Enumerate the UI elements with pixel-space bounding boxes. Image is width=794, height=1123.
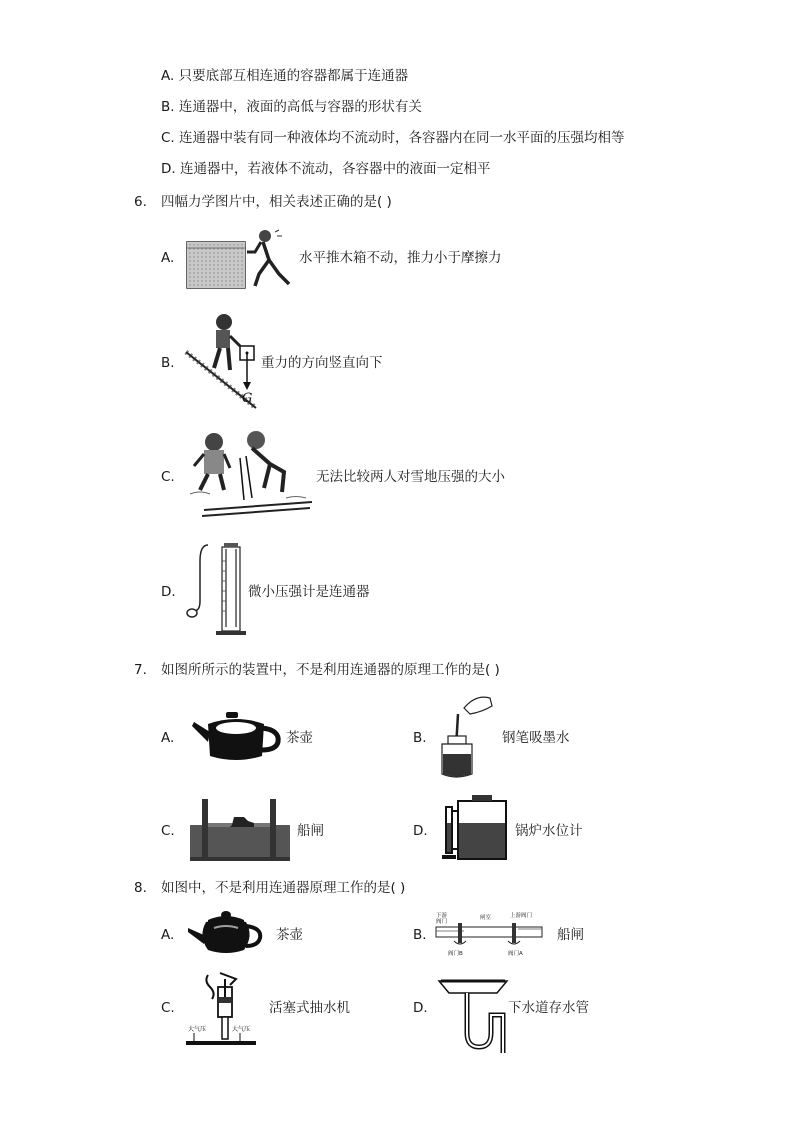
q5-option-b: B. 连通器中，液面的高低与容器的形状有关 — [161, 99, 422, 115]
label-valve-a: 阀门A — [508, 951, 523, 957]
label-upstream-valve: 上游阀门 — [510, 913, 533, 919]
q7-option-d-text: 锅炉水位计 — [515, 823, 583, 839]
q6-option-b-letter: B. — [161, 355, 175, 371]
box-push-figure — [185, 228, 297, 290]
slope-gravity-figure — [184, 310, 264, 410]
q6-option-c-text: 无法比较两人对雪地压强的大小 — [316, 469, 505, 485]
q8-stem: 如图中，不是利用连通器原理工作的是( ) — [161, 880, 406, 896]
snow-skiers-figure — [186, 428, 314, 520]
teapot-figure-2 — [186, 910, 266, 956]
teapot-figure — [190, 710, 282, 766]
label-valve-b: 阀门B — [448, 951, 463, 957]
q8-option-c-letter: C. — [161, 1000, 175, 1016]
label-atm-right: 大气压 — [232, 1026, 251, 1033]
q6-option-d-text: 微小压强计是连通器 — [248, 584, 370, 600]
q5-option-c: C. 连通器中装有同一种液体均不流动时，各容器内在同一水平面的压强均相等 — [161, 130, 625, 146]
label-lock-chamber: 闸室 — [480, 915, 492, 921]
q6-option-b-text: 重力的方向竖直向下 — [261, 355, 383, 371]
q6-stem: 四幅力学图片中，相关表述正确的是( ) — [161, 194, 392, 210]
q7-option-a-text: 茶壶 — [286, 730, 313, 746]
gravity-label: G — [242, 391, 253, 406]
q6-number: 6. — [134, 194, 147, 210]
q6-option-a-letter: A. — [161, 250, 175, 266]
q7-option-b-text: 钢笔吸墨水 — [502, 730, 570, 746]
q7-option-d-letter: D. — [413, 823, 428, 839]
q8-option-d-text: 下水道存水管 — [508, 1000, 589, 1016]
label-downstream: 下游 — [436, 913, 448, 919]
q8-option-c-text: 活塞式抽水机 — [269, 1000, 350, 1016]
label-atm-left: 大气压 — [188, 1026, 207, 1033]
q8-option-b-text: 船闸 — [557, 927, 584, 943]
q8-option-d-letter: D. — [413, 1000, 428, 1016]
q5-option-d: D. 连通器中，若液体不流动，各容器中的液面一定相平 — [161, 161, 491, 177]
q8-option-b-letter: B. — [413, 927, 427, 943]
q8-option-a-text: 茶壶 — [276, 927, 303, 943]
piston-pump-figure — [184, 971, 258, 1047]
drain-trap-figure — [437, 975, 511, 1055]
q6-option-c-letter: C. — [161, 469, 175, 485]
q7-option-b-letter: B. — [413, 730, 427, 746]
q7-number: 7. — [134, 662, 147, 678]
q8-option-a-letter: A. — [161, 927, 175, 943]
q7-option-c-text: 船闸 — [297, 823, 324, 839]
q7-option-a-letter: A. — [161, 730, 175, 746]
label-valve: 阀门 — [436, 919, 448, 925]
q7-option-c-letter: C. — [161, 823, 175, 839]
ink-bottle-figure — [436, 692, 496, 780]
q6-option-a-text: 水平推木箱不动，推力小于摩擦力 — [299, 250, 502, 266]
q6-option-d-letter: D. — [161, 584, 176, 600]
boiler-gauge-figure — [438, 793, 510, 863]
pressure-gauge-figure — [186, 541, 248, 641]
q8-number: 8. — [134, 880, 147, 896]
q7-stem: 如图所所示的装置中，不是利用连通器的原理工作的是( ) — [161, 662, 500, 678]
q5-option-a: A. 只要底部互相连通的容器都属于连通器 — [161, 68, 409, 84]
ship-lock-diagram — [434, 911, 546, 957]
ship-lock-figure — [188, 795, 292, 861]
